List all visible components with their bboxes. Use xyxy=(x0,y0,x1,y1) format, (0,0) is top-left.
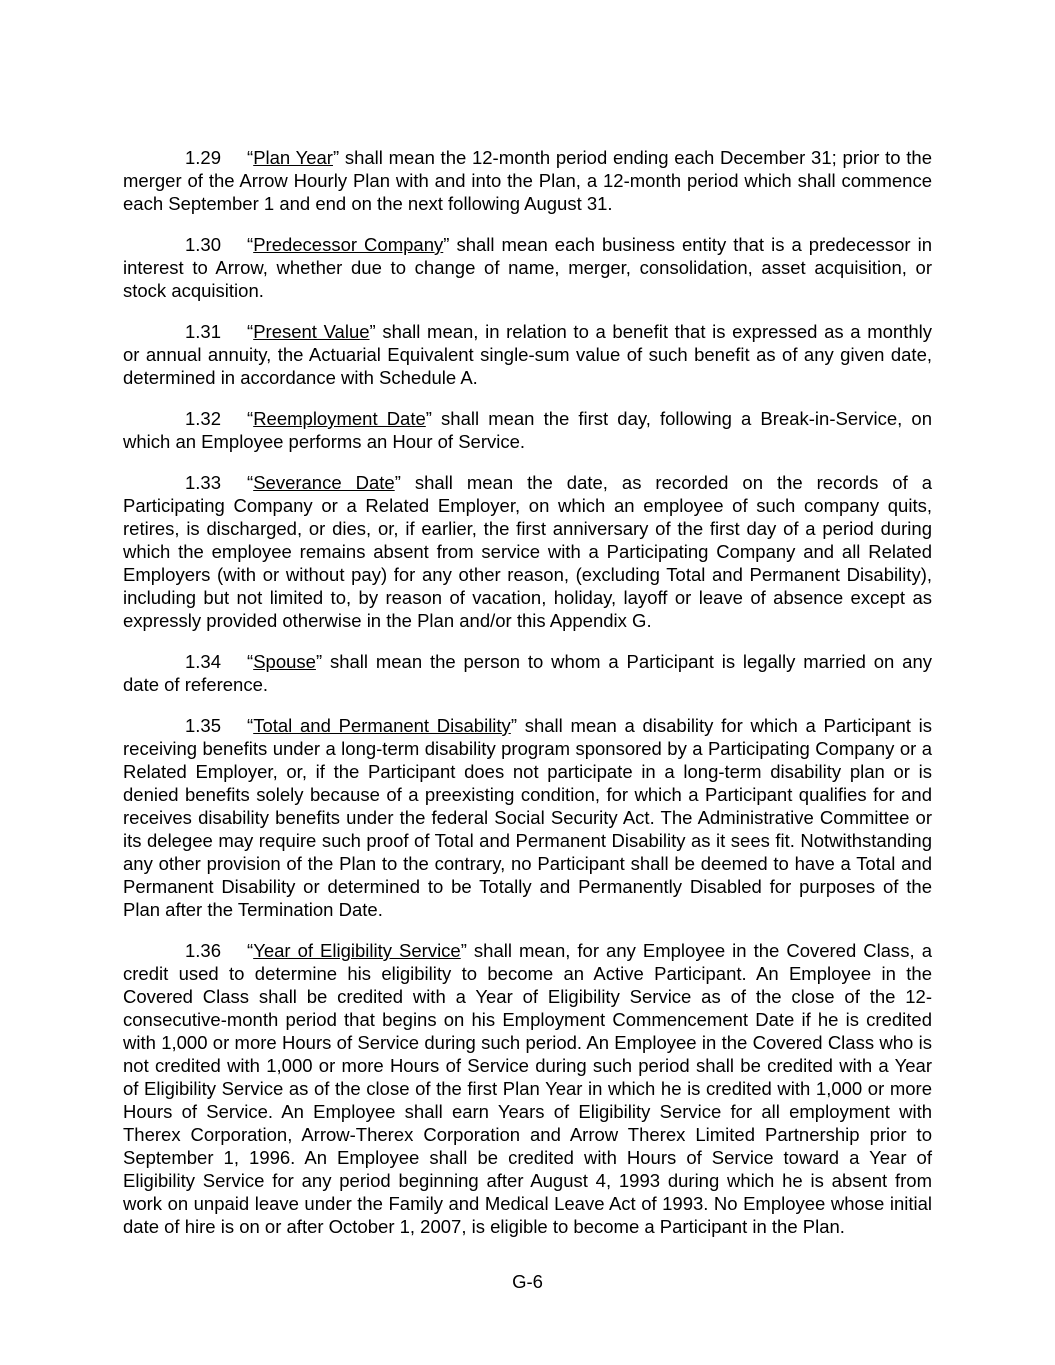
paragraph-text: shall mean, for any Employee in the Covered Class, a credit used to determine his eligibility to become an Active Participant. An Employee in the Covered Class shall be credited with a Year of Eligibility Service as of the close of the 12-consecutive-month period that begins on his Employment Commencement Date if he is credited with 1,000 or more Hours of Service during such period. An Employee in the Covered Class who is not credited with 1,000 or more Hours of Service during such period shall be credited with a Year of Eligibility Service as of the close of the first Plan Year in which he is credited with 1,000 or more Hours of Service. An Employee shall earn Years of Eligibility Service for all employment with Therex Corporation, Arrow-Therex Corporation and Arrow Therex Limited Partnership prior to September 1, 1996. An Employee shall be credited with Hours of Service toward a Year of Eligibility Service for any period beginning after August 4, 1993 during which he is absent from work on unpaid leave under the Family and Medical Leave Act of 1993. No Employee whose initial date of hire is on or after October 1, 2007, is eligible to become a Participant in the Plan. xyxy=(123,940,932,1237)
section-number: 1.35 xyxy=(185,715,222,736)
section-number: 1.33 xyxy=(185,472,222,493)
definition-paragraph-1-34 xyxy=(123,650,932,696)
open-quote: “ xyxy=(247,715,254,736)
close-quote: ” xyxy=(510,715,517,736)
definition-paragraph-1-35 xyxy=(123,714,932,921)
defined-term: Plan Year xyxy=(253,147,333,168)
paragraph-text: shall mean the first day, following a Break-in-Service, on which an Employee performs an Hour of Service. xyxy=(123,408,932,452)
defined-term: Severance Date xyxy=(253,472,395,493)
paragraph-text: shall mean each business entity that is a predecessor in interest to Arrow, whether due to change of name, merger, consolidation, asset acquisition, or stock acquisition. xyxy=(123,234,932,301)
section-number: 1.29 xyxy=(185,147,222,168)
definition-paragraph-1-33 xyxy=(123,471,932,632)
definition-paragraph-1-31 xyxy=(123,320,932,389)
defined-term: Year of Eligibility Service xyxy=(253,940,461,961)
paragraph-text: shall mean the 12-month period ending each December 31; prior to the merger of the Arrow Hourly Plan with and into the Plan, a 12-month period which shall commence each September 1 and end on the next following August 31. xyxy=(123,147,933,214)
defined-term: Reemployment Date xyxy=(253,408,426,429)
open-quote: “ xyxy=(247,472,254,493)
definition-paragraph-1-30 xyxy=(123,233,932,302)
defined-term: Predecessor Company xyxy=(253,234,444,255)
close-quote: ” xyxy=(425,408,432,429)
paragraph-text: shall mean the date, as recorded on the records of a Participating Company or a Related Employer, on which an employee of such company quits, retires, is discharged, or dies, or, if earlier, the first anniversary of the first day of a period during which the employee remains absent from service with a Participating Company and all Related Employers (with or without pay) for any other reason, (excluding Total and Permanent Disability), including but not limited to, by reason of vacation, holiday, layoff or leave of absence except as expressly provided otherwise in the Plan and/or this Appendix G. xyxy=(123,472,932,631)
close-quote: ” xyxy=(460,940,467,961)
paragraph-text: shall mean a disability for which a Participant is receiving benefits under a long-term disability program sponsored by a Participating Company or a Related Employer, or, if the Participant does not participate in a long-term disability plan or is denied benefits solely because of a preexisting condition, for which a Participant qualifies for and receives disability benefits under the federal Social Security Act. The Administrative Committee or its delegee may require such proof of Total and Permanent Disability as it sees fit. Notwithstanding any other provision of the Plan to the contrary, no Participant shall be deemed to have a Total and Permanent Disability or determined to be Totally and Permanently Disabled for purposes of the Plan after the Termination Date. xyxy=(123,715,932,920)
paragraph-text: shall mean the person to whom a Participant is legally married on any date of reference. xyxy=(123,651,932,695)
definition-paragraph-1-36 xyxy=(123,939,932,1238)
defined-term: Spouse xyxy=(253,651,316,672)
section-number: 1.31 xyxy=(185,321,222,342)
page-number: G-6 xyxy=(512,1271,543,1292)
open-quote: “ xyxy=(247,651,254,672)
defined-term: Total and Permanent Disability xyxy=(253,715,511,736)
open-quote: “ xyxy=(247,940,254,961)
close-quote: ” xyxy=(394,472,401,493)
defined-term: Present Value xyxy=(253,321,370,342)
section-number: 1.32 xyxy=(185,408,222,429)
definition-paragraph-1-32 xyxy=(123,407,932,453)
section-number: 1.36 xyxy=(185,940,222,961)
close-quote: ” xyxy=(315,651,323,672)
close-quote: ” xyxy=(332,147,340,168)
open-quote: “ xyxy=(247,234,254,255)
open-quote: “ xyxy=(247,147,254,168)
section-number: 1.30 xyxy=(185,234,222,255)
section-number: 1.34 xyxy=(185,651,222,672)
definition-paragraph-1-29 xyxy=(123,146,932,215)
open-quote: “ xyxy=(247,321,254,342)
open-quote: “ xyxy=(247,408,254,429)
close-quote: ” xyxy=(443,234,450,255)
paragraph-text: shall mean, in relation to a benefit that is expressed as a monthly or annual annuity, the Actuarial Equivalent single-sum value of such benefit as of any given date, determined in accordance with Schedule A. xyxy=(123,321,932,388)
close-quote: ” xyxy=(369,321,376,342)
